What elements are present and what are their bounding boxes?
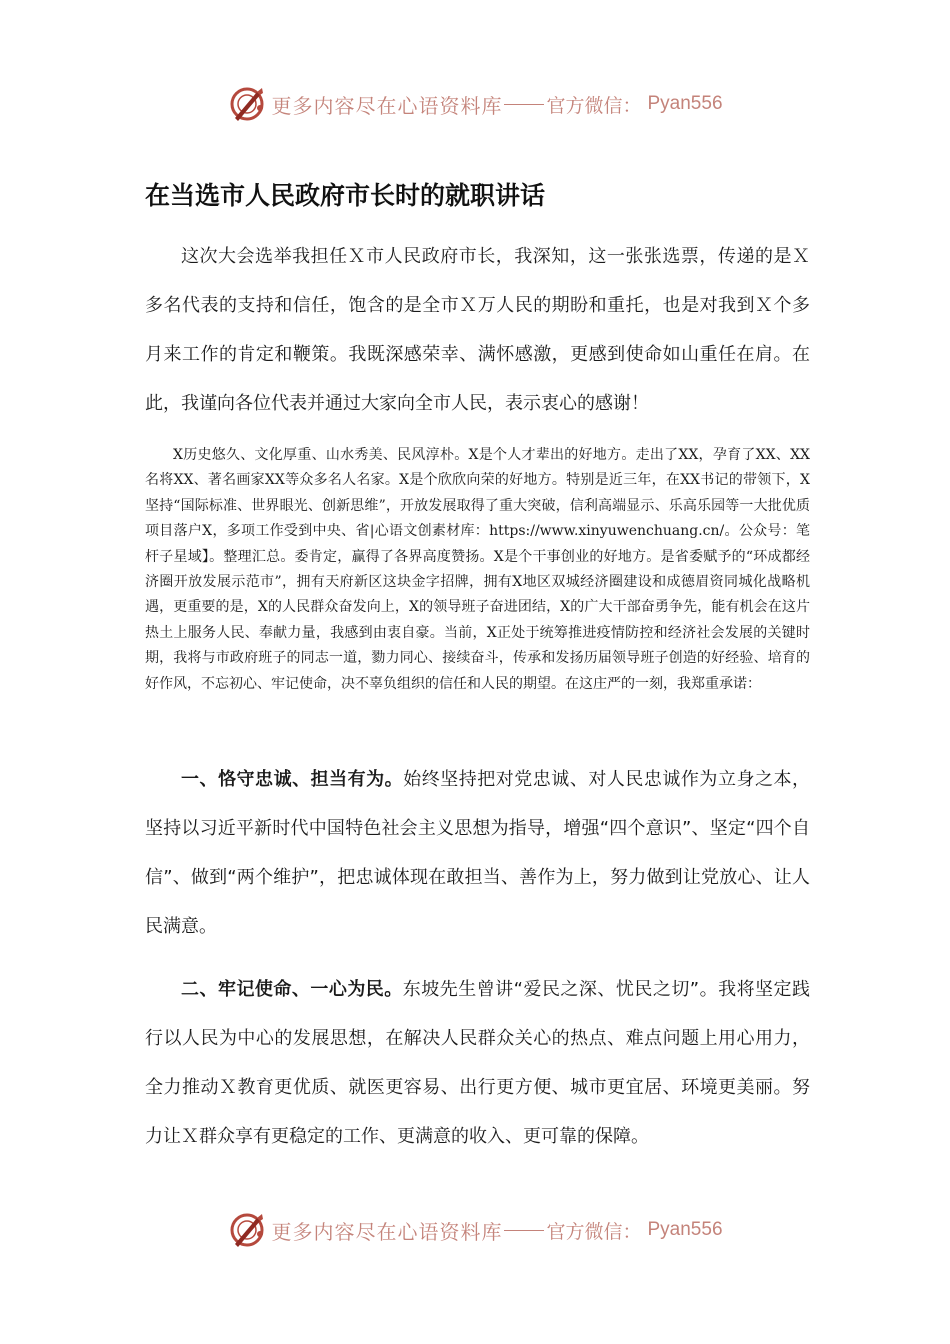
- banner-suffix: 官方微信：: [546, 1220, 642, 1243]
- paragraph-4-heading: 二、牢记使命、一心为民。: [181, 979, 403, 1000]
- paragraph-4-body: 东坡先生曾讲“爱民之深、忧民之切”。我将坚定践行以人民为中心的发展思想，在解决人民群众关心的热点、难点问题上用心用力，全力推动Ｘ教育更优质、就医更容易、出行更方便、城市更宜居、环境更美丽。努力让Ｘ群众享有更稳定的工作、更满意的收入、更可靠的保障。: [145, 979, 811, 1147]
- banner-text: 更多内容尽在心语资料库: [271, 1219, 503, 1244]
- paragraph-2: X历史悠久、文化厚重、山水秀美、民风淳朴。X是个人才辈出的好地方。走出了XX，孕育了XX、XX名将XX、著名画家XX等众多名人名家。X是个欣欣向荣的好地方。特别是近三年，在XX书记的带领下，X坚持“国际标准、世界眼光、创新思维”，开放发展取得了重大突破，信利高端显示、乐高乐园等一大批优质项目落户X，多项工作受到中央、省|心语文创素材库：https://www.xinyuwenchuang.cn/。公众号：笔杆子星域】。整理汇总。委肯定，赢得了各界高度赞扬。X是个干事创业的好地方。是省委赋予的“环成都经济圈开放发展示范市”，拥有天府新区这块金字招牌，拥有X地区双城经济圈建设和成德眉资同城化战略机遇，更重要的是，X的人民群众奋发向上，X的领导班子奋进团结，X的广大干部奋勇争先，能有机会在这片热土上服务人民、奉献力量，我感到由衷自豪。当前，X正处于统筹推进疫情防控和经济社会发展的关键时期，我将与市政府班子的同志一道，勠力同心、接续奋斗，传承和发扬历届领导班子创造的好经验、培育的好作风，不忘初心、牢记使命，决不辜负组织的信任和人民的期望。在这庄严的一刻，我郑重承诺：: [145, 447, 810, 692]
- paragraph-1: 这次大会选举我担任Ｘ市人民政府市长，我深知，这一张张选票，传递的是Ｘ多名代表的支持和信任，饱含的是全市Ｘ万人民的期盼和重托，也是对我到Ｘ个多月来工作的肯定和鞭策。我既深感荣幸、满怀感激，更感到使命如山重任在肩。在此，我谨向各位代表并通过大家向全市人民，表示衷心的感谢！: [145, 246, 810, 414]
- paragraph-3-heading: 一、恪守忠诚、担当有为。: [181, 769, 404, 790]
- paragraph-4: [145, 965, 810, 1161]
- banner-dash: [504, 104, 544, 105]
- paragraph-3: [145, 755, 810, 951]
- banner-dash: [504, 1230, 544, 1231]
- header-banner: [0, 82, 950, 126]
- pen-logo-icon: [227, 84, 267, 124]
- banner-id: Pyan556: [647, 93, 723, 114]
- footer-banner: [0, 1208, 950, 1252]
- document-title: 在当选市人民政府市长时的就职讲话: [145, 181, 546, 210]
- paragraph-3-body: 始终坚持把对党忠诚、对人民忠诚作为立身之本，坚持以习近平新时代中国特色社会主义思想为指导，增强“四个意识”、坚定“四个自信”、做到“两个维护”，把忠诚体现在敢担当、善作为上，努力做到让党放心、让人民满意。: [145, 769, 811, 937]
- pen-logo-icon: [227, 1210, 267, 1250]
- banner-suffix: 官方微信：: [546, 94, 642, 117]
- banner-text: 更多内容尽在心语资料库: [271, 93, 503, 118]
- banner-id: Pyan556: [647, 1219, 723, 1240]
